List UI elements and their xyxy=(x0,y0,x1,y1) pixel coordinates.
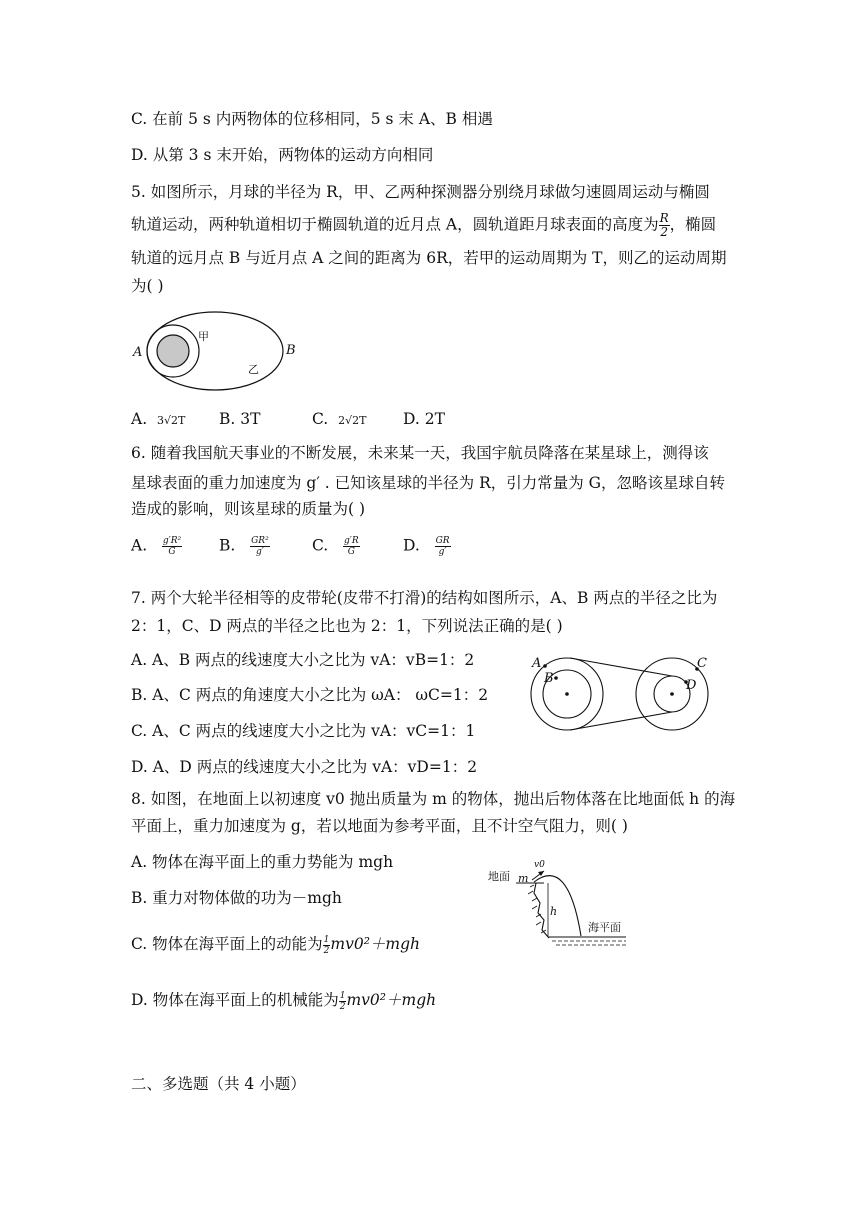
q7-option-b: B. A、C 两点的角速度大小之比为 ωA： ωC=1：2 xyxy=(131,686,489,704)
q5-option-b: B. 3T xyxy=(219,410,261,428)
q5-stem-line4: 为( ) xyxy=(131,277,164,295)
q8-opt-d-suffix: mv0²＋mgh xyxy=(346,991,437,1009)
q6-option-a xyxy=(131,536,182,557)
q6-opt-a-num: g′R² xyxy=(162,536,182,546)
trajectory xyxy=(534,876,581,936)
q6-opt-c-label: C. xyxy=(312,536,329,555)
q5-option-d: D. 2T xyxy=(403,410,445,428)
q8-opt-c-half-num: 1 xyxy=(323,934,330,945)
section-2-title: 二、多选题（共 4 小题） xyxy=(131,1075,306,1093)
fig-m-label: m xyxy=(518,872,529,885)
q5-opt-c-label: C. xyxy=(312,410,329,428)
q8-stem-line1: 8. 如图，在地面上以初速度 v0 抛出质量为 m 的物体，抛出后物体落在比地面低 h 的海 xyxy=(131,790,736,808)
q4-option-d: D. 从第 3 s 末开始，两物体的运动方向相同 xyxy=(131,146,434,164)
q8-opt-d-half-den: 2 xyxy=(339,1001,346,1012)
fig-label-d: D xyxy=(686,678,697,693)
fig-label-a: A xyxy=(133,345,143,360)
q6-opt-b-label: B. xyxy=(219,536,236,555)
q6-opt-b-den: g′ xyxy=(255,547,264,557)
q6-stem-line2: 星球表面的重力加速度为 g′ . 已知该星球的半径为 R，引力常量为 G，忽略该星球自转 xyxy=(131,474,726,492)
q8-opt-c-prefix: C. 物体在海平面上的动能为 xyxy=(131,935,323,953)
q5-opt-a-value: 3√2T xyxy=(156,414,186,427)
fig-label-b: B xyxy=(544,671,554,686)
q7-stem-line1: 7. 两个大轮半径相等的皮带轮(皮带不打滑)的结构如图所示，A、B 两点的半径之比为 xyxy=(131,589,718,607)
fig-label-a: A xyxy=(532,656,542,671)
q6-stem-line1: 6. 随着我国航天事业的不断发展，未来某一天，我国宇航员降落在某星球上，测得该 xyxy=(131,444,709,462)
point-b xyxy=(554,676,558,680)
point-a xyxy=(543,664,547,668)
cliff-face xyxy=(534,883,549,938)
q6-stem-line3: 造成的影响，则该星球的质量为( ) xyxy=(131,500,366,518)
q8-option-a: A. 物体在海平面上的重力势能为 mgh xyxy=(131,853,394,871)
q6-opt-d-den: g′ xyxy=(438,547,447,557)
q8-option-b: B. 重力对物体做的功为－mgh xyxy=(131,889,342,907)
q5-orbit-figure xyxy=(130,306,305,396)
q8-opt-c-half-den: 2 xyxy=(323,945,330,956)
left-axle xyxy=(565,692,569,696)
q5-frac-den: 2 xyxy=(660,225,668,239)
q6-opt-d-num: GR xyxy=(435,536,450,546)
q8-projectile-figure xyxy=(486,858,636,950)
q5-opt-c-value: 2√2T xyxy=(338,414,367,427)
q5-stem-line2a: 轨道运动，两种轨道相切于椭圆轨道的近月点 A，圆轨道距月球表面的高度为 xyxy=(131,215,659,234)
q7-option-d: D. A、D 两点的线速度大小之比为 vA：vD=1：2 xyxy=(131,758,478,776)
q6-option-c xyxy=(312,536,360,557)
q6-option-d xyxy=(403,536,451,557)
q6-opt-c-den: G xyxy=(347,547,355,557)
fig-label-b: B xyxy=(286,343,296,358)
q6-opt-a-label: A. xyxy=(131,536,148,555)
q5-stem-line2b: ，椭圆 xyxy=(669,215,717,234)
fig-h-label: h xyxy=(550,905,558,918)
q5-stem-line2 xyxy=(131,212,716,239)
fig-label-yi: 乙 xyxy=(248,363,259,376)
q5-stem-line3: 轨道的远月点 B 与近月点 A 之间的距离为 6R，若甲的运动周期为 T，则乙的运动周期 xyxy=(131,249,727,267)
q6-option-b xyxy=(219,536,270,557)
q5-opt-a-label: A. xyxy=(131,410,148,428)
q6-opt-a-fraction xyxy=(162,536,182,557)
q5-option-c xyxy=(312,410,366,428)
q7-option-c: C. A、C 两点的线速度大小之比为 vA：vC=1：1 xyxy=(131,722,476,740)
q8-option-d xyxy=(131,988,436,1012)
q6-opt-c-num: g′R xyxy=(344,536,359,546)
fig-sea-label: 海平面 xyxy=(588,921,621,934)
q8-opt-d-half-num: 1 xyxy=(339,990,346,1001)
fig-label-jia: 甲 xyxy=(198,330,209,343)
q7-belt-pulley-figure xyxy=(530,654,710,736)
q6-opt-c-fraction xyxy=(343,536,360,557)
belt-bottom xyxy=(570,712,672,730)
fig-ground-label: 地面 xyxy=(488,870,510,883)
q7-stem-line2: 2：1，C、D 两点的半径之比也为 2：1，下列说法正确的是( ) xyxy=(131,617,563,635)
q8-opt-d-prefix: D. 物体在海平面上的机械能为 xyxy=(131,991,339,1009)
moon xyxy=(157,335,189,367)
q6-opt-d-fraction xyxy=(435,536,451,557)
q4-option-c: C. 在前 5 s 内两物体的位移相同，5 s 末 A、B 相遇 xyxy=(131,110,493,128)
q5-height-fraction xyxy=(659,212,670,239)
fig-v0-label: v0 xyxy=(534,860,545,870)
q6-opt-d-label: D. xyxy=(403,536,420,555)
q8-option-c xyxy=(131,932,420,956)
q5-option-a xyxy=(131,410,185,428)
q6-opt-b-num: GR² xyxy=(251,536,269,546)
fig-label-c: C xyxy=(697,656,707,671)
q5-stem-line1: 5. 如图所示，月球的半径为 R，甲、乙两种探测器分别绕月球做匀速圆周运动与椭圆 xyxy=(131,183,710,201)
q5-frac-num: R xyxy=(659,211,669,225)
q6-opt-a-den: G xyxy=(168,547,176,557)
q8-opt-c-suffix: mv0²＋mgh xyxy=(330,935,421,953)
belt-top xyxy=(570,658,672,676)
q7-option-a: A. A、B 两点的线速度大小之比为 vA：vB=1：2 xyxy=(131,651,475,669)
q6-opt-b-fraction xyxy=(250,536,270,557)
q8-stem-line2: 平面上，重力加速度为 g，若以地面为参考平面，且不计空气阻力，则( ) xyxy=(131,817,628,835)
right-axle xyxy=(670,692,674,696)
